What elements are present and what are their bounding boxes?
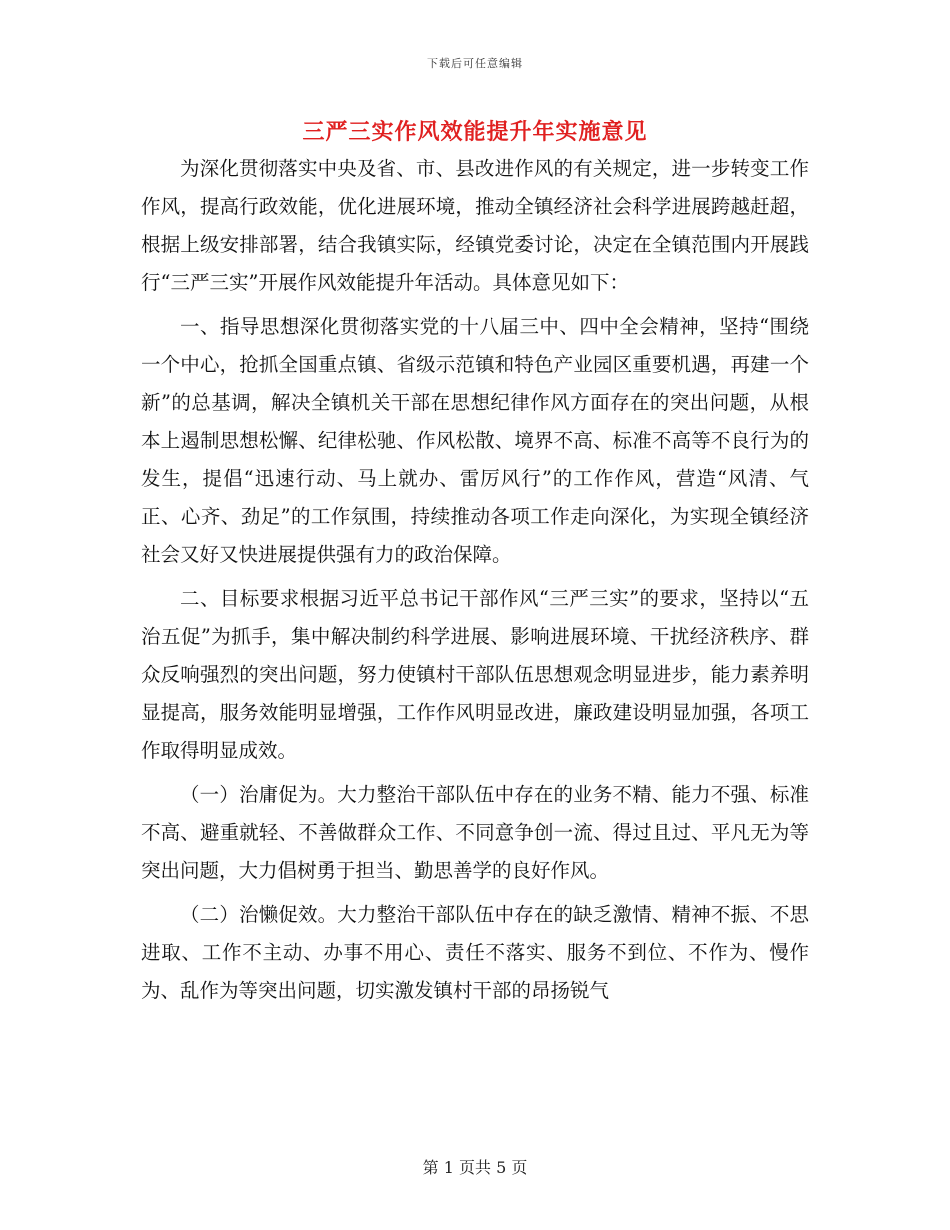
paragraph-goals: 二、目标要求根据习近平总书记干部作风“三严三实”的要求，坚持以“五治五促”为抓手，集中解决制约科学进展、影响进展环境、干扰经济秩序、群众反响强烈的突出问题，努力使镇村干部队伍思想观念明显进步，能力素养明显提高，服务效能明显增强，工作作风明显改进，廉政建设明显加强，各项工作取得明显成效。 <box>141 587 809 762</box>
document-title: 三严三实作风效能提升年实施意见 <box>302 119 648 145</box>
paragraph-item-2: （二）治懒促效。大力整治干部队伍中存在的缺乏激情、精神不振、不思进取、工作不主动、办事不用心、责任不落实、服务不到位、不作为、慢作为、乱作为等突出问题，切实激发镇村干部的昂扬锐气 <box>141 903 809 1002</box>
document-body <box>141 150 809 1010</box>
paragraph-intro: 为深化贯彻落实中央及省、市、县改进作风的有关规定，进一步转变工作作风，提高行政效能，优化进展环境，推动全镇经济社会科学进展跨越赶超，根据上级安排部署，结合我镇实际，经镇党委讨论，决定在全镇范围内开展践行“三严三实”开展作风效能提升年活动。具体意见如下： <box>141 157 809 294</box>
header-note: 下载后可任意编辑 <box>427 57 523 70</box>
page-number: 第 1 页共 5 页 <box>422 1158 528 1177</box>
paragraph-item-1: （一）治庸促为。大力整治干部队伍中存在的业务不精、能力不强、标准不高、避重就轻、不善做群众工作、不同意争创一流、得过且过、平凡无为等突出问题，大力倡树勇于担当、勤思善学的良好作风。 <box>141 783 809 882</box>
paragraph-guiding-thought: 一、指导思想深化贯彻落实党的十八届三中、四中全会精神，坚持“围绕一个中心，抢抓全国重点镇、省级示范镇和特色产业园区重要机遇，再建一个新”的总基调，解决全镇机关干部在思想纪律作风方面存在的突出问题，从根本上遏制思想松懈、纪律松驰、作风松散、境界不高、标准不高等不良行为的发生，提倡“迅速行动、马上就办、雷厉风行”的工作作风，营造“风清、气正、心齐、劲足”的工作氛围，持续推动各项工作走向深化，为实现全镇经济社会又好又快进展提供强有力的政治保障。 <box>141 315 809 566</box>
